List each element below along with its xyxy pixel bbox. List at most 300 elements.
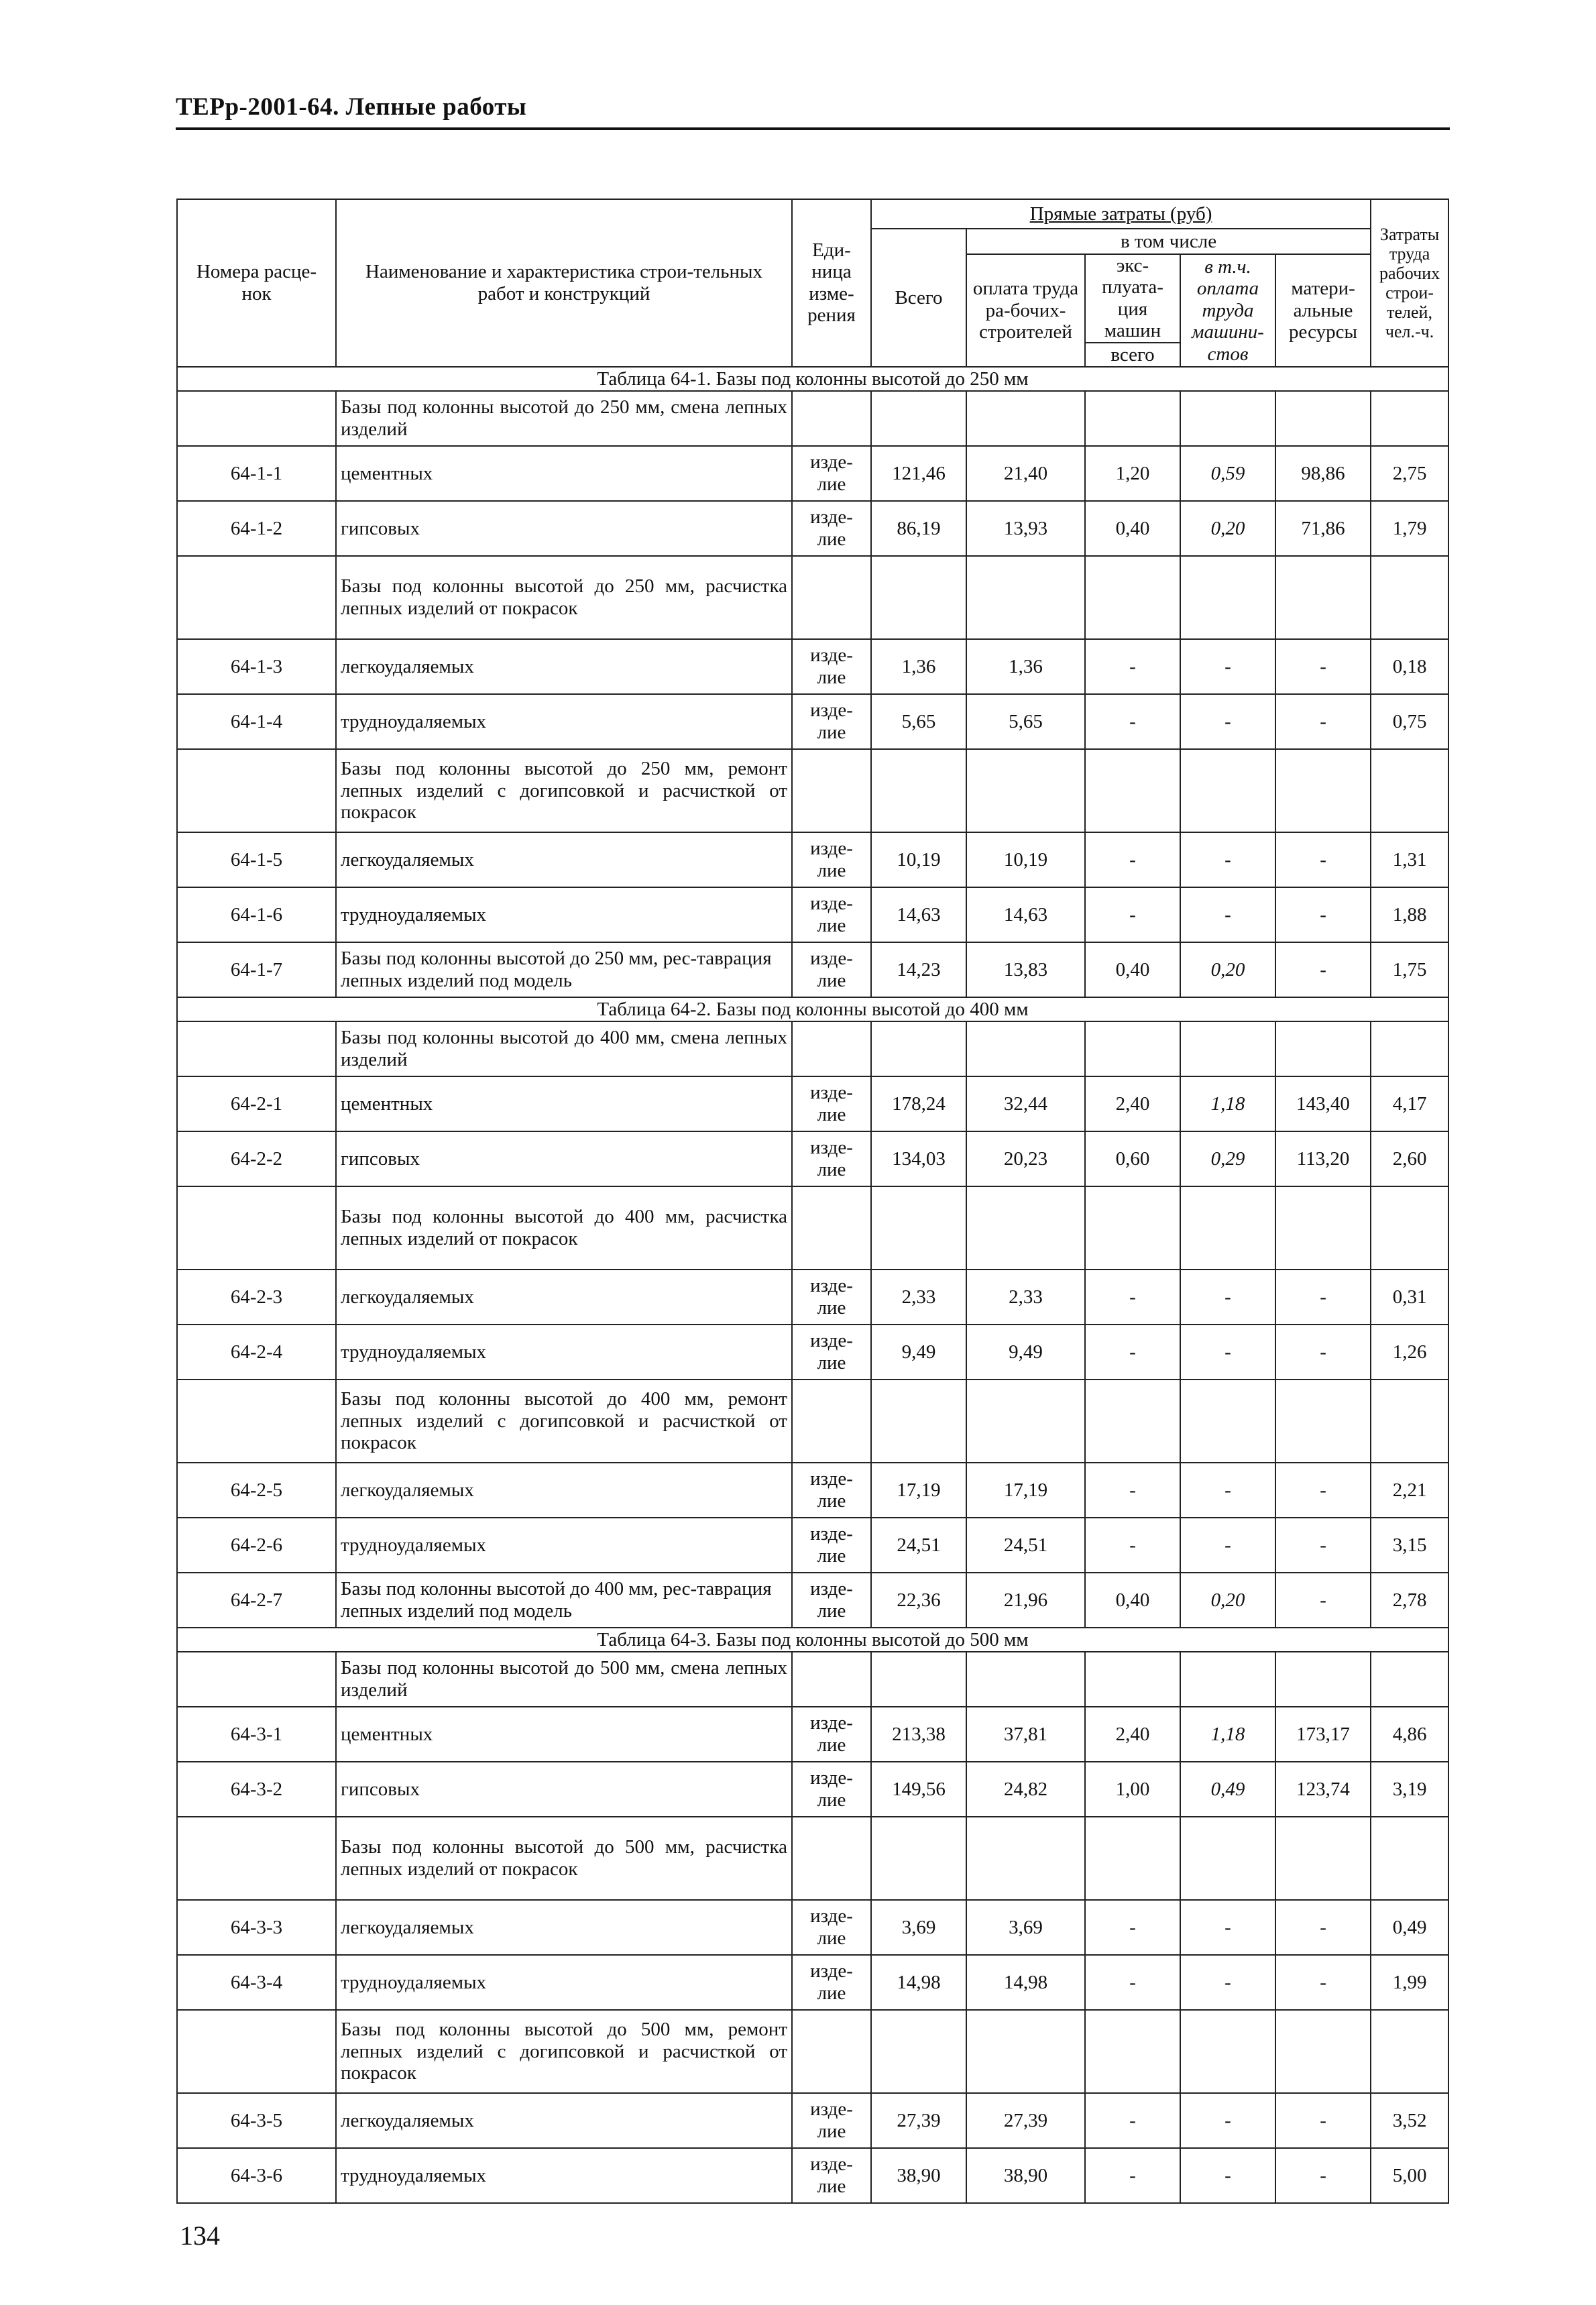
cost-materials: 98,86 xyxy=(1275,446,1371,501)
cost-materials: - xyxy=(1275,1518,1371,1573)
cost-materials: - xyxy=(1275,694,1371,749)
group-title: Базы под колонны высотой до 500 мм, расчистка лепных изделий от покрасок xyxy=(336,1817,792,1900)
table-row xyxy=(177,1573,1448,1628)
cost-machines: - xyxy=(1085,2148,1180,2203)
cost-materials: - xyxy=(1275,1955,1371,2010)
cost-total: 14,63 xyxy=(871,887,966,942)
table-row xyxy=(177,1955,1448,2010)
cost-machine-wages: 0,49 xyxy=(1180,1762,1275,1817)
labor-cost: 3,52 xyxy=(1371,2093,1448,2148)
cost-wages: 9,49 xyxy=(966,1325,1085,1380)
cost-total: 9,49 xyxy=(871,1325,966,1380)
labor-cost: 2,78 xyxy=(1371,1573,1448,1628)
cost-wages: 20,23 xyxy=(966,1131,1085,1186)
empty-cell xyxy=(177,1652,336,1707)
group-title: Базы под колонны высотой до 250 мм, ремонт лепных изделий с догипсовкой и расчисткой от покрасок xyxy=(336,749,792,832)
cost-machines: 0,40 xyxy=(1085,501,1180,556)
rate-code: 64-3-1 xyxy=(177,1707,336,1762)
cost-materials: 143,40 xyxy=(1275,1076,1371,1131)
empty-cell xyxy=(177,391,336,446)
cost-total: 2,33 xyxy=(871,1270,966,1325)
group-title: Базы под колонны высотой до 250 мм, смена лепных изделий xyxy=(336,391,792,446)
cost-machine-wages: - xyxy=(1180,2093,1275,2148)
unit-of-measure: изде-лие xyxy=(792,694,871,749)
header-rule xyxy=(176,127,1450,130)
col-machines-total-header: всего xyxy=(1085,343,1180,367)
rate-code: 64-2-1 xyxy=(177,1076,336,1131)
cost-total: 121,46 xyxy=(871,446,966,501)
empty-cell xyxy=(1085,391,1180,446)
rate-code: 64-2-2 xyxy=(177,1131,336,1186)
cost-machine-wages: - xyxy=(1180,1900,1275,1955)
cost-wages: 32,44 xyxy=(966,1076,1085,1131)
rate-code: 64-2-3 xyxy=(177,1270,336,1325)
cost-total: 5,65 xyxy=(871,694,966,749)
labor-cost: 4,86 xyxy=(1371,1707,1448,1762)
empty-cell xyxy=(1371,2010,1448,2093)
empty-cell xyxy=(966,1186,1085,1270)
cost-materials: - xyxy=(1275,1270,1371,1325)
unit-of-measure: изде-лие xyxy=(792,2093,871,2148)
cost-total: 24,51 xyxy=(871,1518,966,1573)
empty-cell xyxy=(1371,1021,1448,1076)
labor-cost: 0,49 xyxy=(1371,1900,1448,1955)
table-row xyxy=(177,887,1448,942)
table-row xyxy=(177,1518,1448,1573)
cost-materials: 123,74 xyxy=(1275,1762,1371,1817)
cost-machine-wages: - xyxy=(1180,1270,1275,1325)
cost-total: 149,56 xyxy=(871,1762,966,1817)
empty-cell xyxy=(966,1652,1085,1707)
empty-cell xyxy=(871,1021,966,1076)
cost-total: 134,03 xyxy=(871,1131,966,1186)
unit-of-measure: изде-лие xyxy=(792,832,871,887)
cost-wages: 13,93 xyxy=(966,501,1085,556)
table-row xyxy=(177,1131,1448,1186)
empty-cell xyxy=(1180,2010,1275,2093)
empty-cell xyxy=(1371,1186,1448,1270)
empty-cell xyxy=(177,749,336,832)
cost-materials: - xyxy=(1275,1900,1371,1955)
page-title: ТЕРр-2001-64. Лепные работы xyxy=(176,93,527,121)
empty-cell xyxy=(1085,1186,1180,1270)
empty-cell xyxy=(1371,391,1448,446)
empty-cell xyxy=(871,1380,966,1463)
work-name: легкоудаляемых xyxy=(336,832,792,887)
empty-cell xyxy=(792,556,871,639)
cost-total: 10,19 xyxy=(871,832,966,887)
empty-cell xyxy=(1275,1652,1371,1707)
cost-machines: - xyxy=(1085,694,1180,749)
cost-total: 1,36 xyxy=(871,639,966,694)
unit-of-measure: изде-лие xyxy=(792,1518,871,1573)
direct-costs-header: Прямые затраты (руб) xyxy=(871,199,1371,229)
unit-of-measure: изде-лие xyxy=(792,887,871,942)
empty-cell xyxy=(177,1380,336,1463)
empty-cell xyxy=(1085,2010,1180,2093)
labor-cost: 2,21 xyxy=(1371,1463,1448,1518)
empty-cell xyxy=(1085,556,1180,639)
cost-materials: - xyxy=(1275,1463,1371,1518)
col-name-header: Наименование и характеристика строи-тельных работ и конструкций xyxy=(336,199,792,367)
cost-machine-wages: 1,18 xyxy=(1180,1076,1275,1131)
cost-materials: 173,17 xyxy=(1275,1707,1371,1762)
rate-code: 64-1-6 xyxy=(177,887,336,942)
cost-machines: - xyxy=(1085,1463,1180,1518)
empty-cell xyxy=(1371,556,1448,639)
empty-cell xyxy=(1085,1652,1180,1707)
empty-cell xyxy=(871,391,966,446)
table-row xyxy=(177,1463,1448,1518)
unit-of-measure: изде-лие xyxy=(792,501,871,556)
empty-cell xyxy=(1180,1021,1275,1076)
cost-machines: 2,40 xyxy=(1085,1076,1180,1131)
cost-materials: - xyxy=(1275,942,1371,997)
empty-cell xyxy=(966,1380,1085,1463)
cost-machines: 1,20 xyxy=(1085,446,1180,501)
unit-of-measure: изде-лие xyxy=(792,1131,871,1186)
cost-machine-wages: 0,59 xyxy=(1180,446,1275,501)
labor-cost: 1,75 xyxy=(1371,942,1448,997)
rate-code: 64-3-2 xyxy=(177,1762,336,1817)
unit-of-measure: изде-лие xyxy=(792,1463,871,1518)
cost-wages: 10,19 xyxy=(966,832,1085,887)
cost-total: 27,39 xyxy=(871,2093,966,2148)
cost-machines: - xyxy=(1085,1270,1180,1325)
cost-materials: - xyxy=(1275,887,1371,942)
empty-cell xyxy=(871,556,966,639)
work-name: гипсовых xyxy=(336,1762,792,1817)
group-title: Базы под колонны высотой до 400 мм, расчистка лепных изделий от покрасок xyxy=(336,1186,792,1270)
unit-of-measure: изде-лие xyxy=(792,942,871,997)
labor-cost: 0,31 xyxy=(1371,1270,1448,1325)
group-heading-row xyxy=(177,556,1448,639)
cost-machine-wages: 0,29 xyxy=(1180,1131,1275,1186)
unit-of-measure: изде-лие xyxy=(792,1325,871,1380)
group-heading-row xyxy=(177,1021,1448,1076)
cost-wages: 13,83 xyxy=(966,942,1085,997)
empty-cell xyxy=(1275,1380,1371,1463)
unit-of-measure: изде-лие xyxy=(792,639,871,694)
cost-total: 3,69 xyxy=(871,1900,966,1955)
empty-cell xyxy=(1180,391,1275,446)
col-total-header: Всего xyxy=(871,229,966,367)
col-wages-header: оплата труда ра-бочих-строителей xyxy=(966,254,1085,367)
cost-wages: 14,98 xyxy=(966,1955,1085,2010)
cost-machine-wages: - xyxy=(1180,2148,1275,2203)
cost-machines: 1,00 xyxy=(1085,1762,1180,1817)
col-code-header: Номера расце-нок xyxy=(177,199,336,367)
table-row xyxy=(177,1076,1448,1131)
empty-cell xyxy=(1180,556,1275,639)
labor-cost: 2,75 xyxy=(1371,446,1448,501)
cost-machines: 0,40 xyxy=(1085,1573,1180,1628)
labor-cost: 1,26 xyxy=(1371,1325,1448,1380)
cost-machines: - xyxy=(1085,2093,1180,2148)
cost-machines: - xyxy=(1085,1900,1180,1955)
work-name: трудноудаляемых xyxy=(336,694,792,749)
group-heading-row xyxy=(177,1186,1448,1270)
cost-machines: 0,60 xyxy=(1085,1131,1180,1186)
cost-total: 213,38 xyxy=(871,1707,966,1762)
cost-materials: - xyxy=(1275,2148,1371,2203)
rate-code: 64-3-3 xyxy=(177,1900,336,1955)
cost-wages: 38,90 xyxy=(966,2148,1085,2203)
empty-cell xyxy=(792,1817,871,1900)
empty-cell xyxy=(1275,749,1371,832)
rate-code: 64-2-5 xyxy=(177,1463,336,1518)
rate-code: 64-1-2 xyxy=(177,501,336,556)
rate-code: 64-3-6 xyxy=(177,2148,336,2203)
empty-cell xyxy=(792,1380,871,1463)
cost-machines: - xyxy=(1085,887,1180,942)
work-name: Базы под колонны высотой до 250 мм, рес-таврация лепных изделий под модель xyxy=(336,942,792,997)
empty-cell xyxy=(966,749,1085,832)
unit-of-measure: изде-лие xyxy=(792,2148,871,2203)
cost-materials: - xyxy=(1275,2093,1371,2148)
table-row xyxy=(177,832,1448,887)
empty-cell xyxy=(1371,1652,1448,1707)
empty-cell xyxy=(1180,1817,1275,1900)
cost-total: 14,23 xyxy=(871,942,966,997)
empty-cell xyxy=(871,1186,966,1270)
cost-machine-wages: 0,20 xyxy=(1180,501,1275,556)
group-title: Базы под колонны высотой до 400 мм, смена лепных изделий xyxy=(336,1021,792,1076)
table-row xyxy=(177,446,1448,501)
labor-cost: 0,18 xyxy=(1371,639,1448,694)
cost-total: 17,19 xyxy=(871,1463,966,1518)
labor-cost: 1,88 xyxy=(1371,887,1448,942)
rate-code: 64-1-7 xyxy=(177,942,336,997)
cost-materials: 113,20 xyxy=(1275,1131,1371,1186)
rate-code: 64-1-1 xyxy=(177,446,336,501)
empty-cell xyxy=(1275,2010,1371,2093)
empty-cell xyxy=(1371,1380,1448,1463)
cost-machine-wages: - xyxy=(1180,1955,1275,2010)
labor-cost: 1,79 xyxy=(1371,501,1448,556)
cost-total: 22,36 xyxy=(871,1573,966,1628)
table-row xyxy=(177,1707,1448,1762)
cost-materials: 71,86 xyxy=(1275,501,1371,556)
work-name: легкоудаляемых xyxy=(336,639,792,694)
cost-machine-wages: - xyxy=(1180,887,1275,942)
group-title: Базы под колонны высотой до 500 мм, смена лепных изделий xyxy=(336,1652,792,1707)
cost-machines: - xyxy=(1085,1325,1180,1380)
cost-wages: 27,39 xyxy=(966,2093,1085,2148)
empty-cell xyxy=(792,391,871,446)
labor-cost: 2,60 xyxy=(1371,1131,1448,1186)
col-machines-header: экс-плуата-ция машин xyxy=(1085,254,1180,343)
empty-cell xyxy=(966,1021,1085,1076)
work-name: трудноудаляемых xyxy=(336,1518,792,1573)
cost-wages: 24,82 xyxy=(966,1762,1085,1817)
cost-machines: - xyxy=(1085,1518,1180,1573)
cost-materials: - xyxy=(1275,639,1371,694)
unit-of-measure: изде-лие xyxy=(792,1076,871,1131)
cost-machine-wages: 0,20 xyxy=(1180,942,1275,997)
group-title: Базы под колонны высотой до 500 мм, ремонт лепных изделий с догипсовкой и расчисткой от покрасок xyxy=(336,2010,792,2093)
cost-wages: 21,96 xyxy=(966,1573,1085,1628)
empty-cell xyxy=(792,749,871,832)
work-name: трудноудаляемых xyxy=(336,2148,792,2203)
col-materials-header: матери-альные ресурсы xyxy=(1275,254,1371,367)
rates-table xyxy=(176,199,1449,2204)
empty-cell xyxy=(177,2010,336,2093)
table-row xyxy=(177,694,1448,749)
unit-of-measure: изде-лие xyxy=(792,446,871,501)
cost-machine-wages: - xyxy=(1180,832,1275,887)
work-name: гипсовых xyxy=(336,501,792,556)
empty-cell xyxy=(1085,749,1180,832)
empty-cell xyxy=(1275,1817,1371,1900)
cost-wages: 37,81 xyxy=(966,1707,1085,1762)
empty-cell xyxy=(1085,1817,1180,1900)
empty-cell xyxy=(792,1186,871,1270)
cost-machines: 0,40 xyxy=(1085,942,1180,997)
table-caption-row xyxy=(177,367,1448,391)
work-name: трудноудаляемых xyxy=(336,1325,792,1380)
empty-cell xyxy=(1085,1021,1180,1076)
empty-cell xyxy=(871,749,966,832)
work-name: гипсовых xyxy=(336,1131,792,1186)
unit-of-measure: изде-лие xyxy=(792,1573,871,1628)
unit-of-measure: изде-лие xyxy=(792,1900,871,1955)
empty-cell xyxy=(966,556,1085,639)
empty-cell xyxy=(966,391,1085,446)
work-name: Базы под колонны высотой до 400 мм, рес-таврация лепных изделий под модель xyxy=(336,1573,792,1628)
labor-cost: 1,99 xyxy=(1371,1955,1448,2010)
cost-total: 38,90 xyxy=(871,2148,966,2203)
rate-code: 64-3-4 xyxy=(177,1955,336,2010)
empty-cell xyxy=(177,556,336,639)
cost-machine-wages: - xyxy=(1180,1518,1275,1573)
empty-cell xyxy=(1085,1380,1180,1463)
empty-cell xyxy=(1180,1186,1275,1270)
cost-total: 14,98 xyxy=(871,1955,966,2010)
table-row xyxy=(177,1325,1448,1380)
group-title: Базы под колонны высотой до 250 мм, расчистка лепных изделий от покрасок xyxy=(336,556,792,639)
col-machine-wages-header: в т.ч. оплата труда машини-стов xyxy=(1180,254,1275,367)
cost-materials: - xyxy=(1275,832,1371,887)
rate-code: 64-1-4 xyxy=(177,694,336,749)
empty-cell xyxy=(1371,1817,1448,1900)
table-row xyxy=(177,942,1448,997)
labor-cost: 0,75 xyxy=(1371,694,1448,749)
table-header xyxy=(177,199,1448,367)
group-heading-row xyxy=(177,749,1448,832)
work-name: легкоудаляемых xyxy=(336,1900,792,1955)
labor-cost: 3,15 xyxy=(1371,1518,1448,1573)
empty-cell xyxy=(871,1817,966,1900)
work-name: трудноудаляемых xyxy=(336,887,792,942)
work-name: цементных xyxy=(336,446,792,501)
empty-cell xyxy=(1275,1021,1371,1076)
empty-cell xyxy=(1180,1652,1275,1707)
empty-cell xyxy=(177,1817,336,1900)
cost-materials: - xyxy=(1275,1325,1371,1380)
unit-of-measure: изде-лие xyxy=(792,1762,871,1817)
table-row xyxy=(177,501,1448,556)
empty-cell xyxy=(1275,1186,1371,1270)
empty-cell xyxy=(966,1817,1085,1900)
empty-cell xyxy=(871,1652,966,1707)
cost-materials: - xyxy=(1275,1573,1371,1628)
labor-cost: 3,19 xyxy=(1371,1762,1448,1817)
empty-cell xyxy=(1275,391,1371,446)
table-row xyxy=(177,1762,1448,1817)
group-heading-row xyxy=(177,1380,1448,1463)
cost-machine-wages: - xyxy=(1180,1463,1275,1518)
empty-cell xyxy=(792,1021,871,1076)
work-name: цементных xyxy=(336,1707,792,1762)
work-name: трудноудаляемых xyxy=(336,1955,792,2010)
work-name: цементных xyxy=(336,1076,792,1131)
table-caption-row xyxy=(177,997,1448,1021)
cost-wages: 24,51 xyxy=(966,1518,1085,1573)
group-heading-row xyxy=(177,1652,1448,1707)
unit-of-measure: изде-лие xyxy=(792,1270,871,1325)
work-name: легкоудаляемых xyxy=(336,1463,792,1518)
empty-cell xyxy=(177,1021,336,1076)
cost-wages: 14,63 xyxy=(966,887,1085,942)
table-caption: Таблица 64-3. Базы под колонны высотой до 500 мм xyxy=(177,1628,1448,1652)
empty-cell xyxy=(792,2010,871,2093)
group-heading-row xyxy=(177,391,1448,446)
cost-machines: - xyxy=(1085,639,1180,694)
col-labor-header: Затраты труда рабочих строи-телей, чел.-ч. xyxy=(1371,199,1448,367)
table-caption-row xyxy=(177,1628,1448,1652)
labor-cost: 4,17 xyxy=(1371,1076,1448,1131)
empty-cell xyxy=(1180,749,1275,832)
empty-cell xyxy=(1275,556,1371,639)
rate-code: 64-3-5 xyxy=(177,2093,336,2148)
table-caption: Таблица 64-2. Базы под колонны высотой до 400 мм xyxy=(177,997,1448,1021)
table-caption: Таблица 64-1. Базы под колонны высотой до 250 мм xyxy=(177,367,1448,391)
cost-machine-wages: 0,20 xyxy=(1180,1573,1275,1628)
cost-machines: - xyxy=(1085,832,1180,887)
work-name: легкоудаляемых xyxy=(336,1270,792,1325)
rate-code: 64-1-5 xyxy=(177,832,336,887)
rate-code: 64-2-6 xyxy=(177,1518,336,1573)
table-row xyxy=(177,639,1448,694)
cost-machines: 2,40 xyxy=(1085,1707,1180,1762)
cost-total: 178,24 xyxy=(871,1076,966,1131)
cost-wages: 1,36 xyxy=(966,639,1085,694)
table-row xyxy=(177,2093,1448,2148)
rate-code: 64-2-4 xyxy=(177,1325,336,1380)
empty-cell xyxy=(792,1652,871,1707)
cost-wages: 2,33 xyxy=(966,1270,1085,1325)
empty-cell xyxy=(871,2010,966,2093)
rate-code: 64-1-3 xyxy=(177,639,336,694)
cost-wages: 5,65 xyxy=(966,694,1085,749)
page-number: 134 xyxy=(180,2220,220,2251)
unit-of-measure: изде-лие xyxy=(792,1707,871,1762)
col-unit-header: Еди-ница изме-рения xyxy=(792,199,871,367)
cost-wages: 21,40 xyxy=(966,446,1085,501)
table-row xyxy=(177,1270,1448,1325)
empty-cell xyxy=(966,2010,1085,2093)
cost-machine-wages: - xyxy=(1180,639,1275,694)
labor-cost: 1,31 xyxy=(1371,832,1448,887)
empty-cell xyxy=(1180,1380,1275,1463)
page-header xyxy=(176,93,1450,121)
work-name: легкоудаляемых xyxy=(336,2093,792,2148)
table-body xyxy=(177,367,1448,2203)
cost-machine-wages: 1,18 xyxy=(1180,1707,1275,1762)
unit-of-measure: изде-лие xyxy=(792,1955,871,2010)
table-row xyxy=(177,2148,1448,2203)
